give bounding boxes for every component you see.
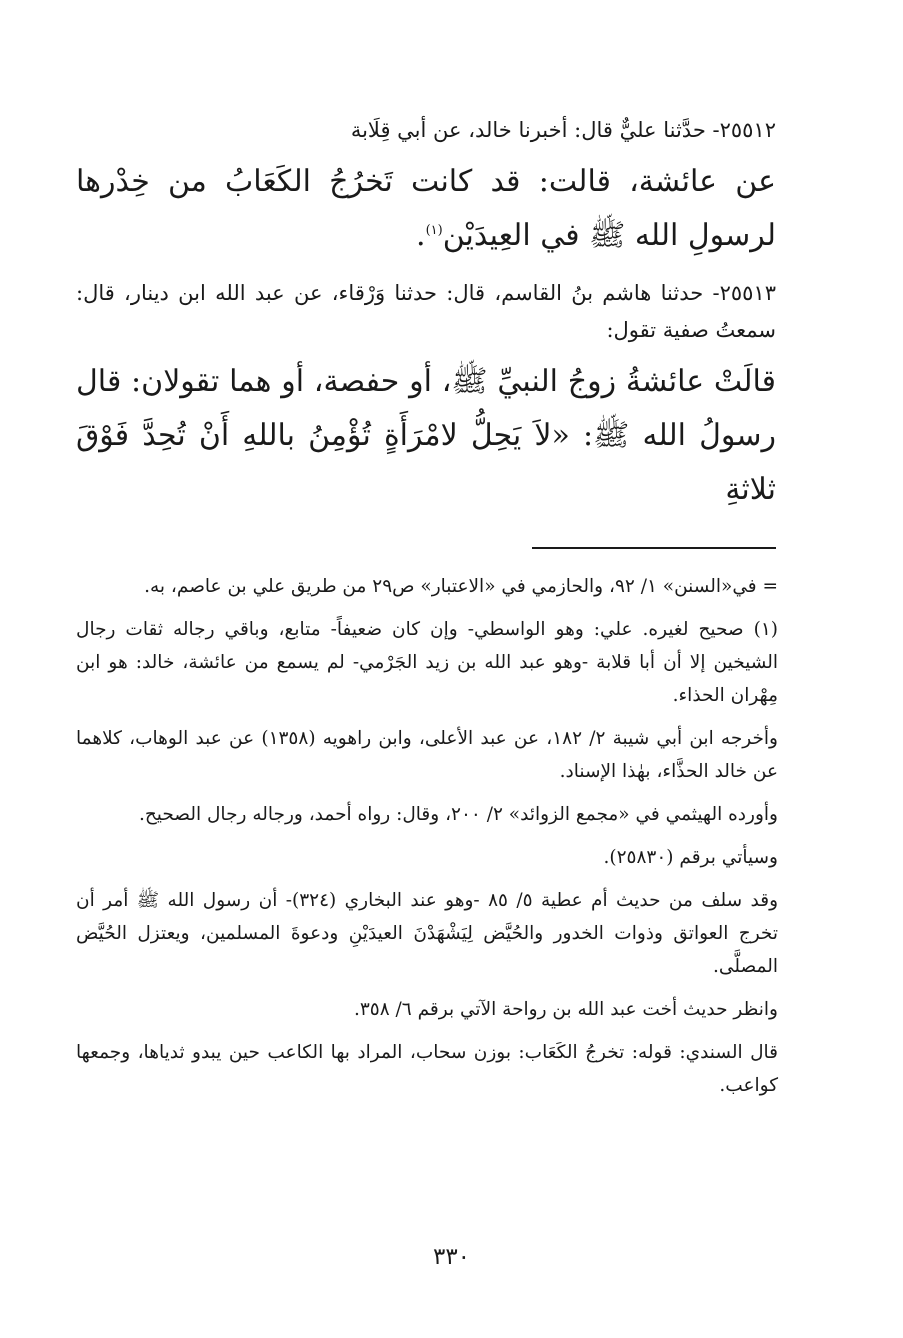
footnote-marker[interactable]: (١)	[425, 223, 443, 238]
hadith-25512-isnad: ٢٥٥١٢- حدَّثنا عليٌّ قال: أخبرنا خالد، عن أبي قِلَابة	[350, 118, 776, 142]
page-number: ٣٣٠	[432, 1244, 471, 1270]
footnote-paragraph: قال السندي: قوله: تخرجُ الكَعَاب: بوزن سحاب، المراد بها الكاعب حين يبدو ثدياها، وجمعها كواعب.	[76, 1042, 778, 1096]
main-text	[76, 112, 776, 517]
footnote-paragraph: وسيأتي برقم (٢٥٨٣٠).	[603, 847, 778, 868]
footnote-paragraph: وقد سلف من حديث أم عطية ٥/ ٨٥ -وهو عند البخاري (٣٢٤)- أن رسول الله ﷺ أمر أن تخرج العواتق وذوات الخدور والحُيَّض لِيَشْهَدْنَ العيدَيْنِ ودعوةَ المسلمين، ويعتزل الحُيَّض المصلَّى.	[76, 890, 779, 977]
hadith-25513-matn: قالَتْ عائشةُ زوجُ النبيِّ ﷺ، أو حفصة، أو هما تقولان: قال رسولُ الله ﷺ: «لاَ يَحِلُّ لامْرَأَةٍ تُؤْمِنُ باللهِ أَنْ تُحِدَّ فَوْقَ ثلاثةِ	[76, 364, 776, 507]
hadith-25512-matn-text: عن عائشة، قالت: قد كانت تَخرُجُ الكَعَابُ من خِدْرها لرسولِ الله ﷺ في العِيدَيْن	[76, 164, 776, 253]
hadith-25512-matn	[76, 155, 776, 263]
footnote-continuation: = في«السنن» ١/ ٩٢، والحازمي في «الاعتبار» ص٢٩ من طريق علي بن عاصم، به.	[144, 576, 778, 597]
footnotes	[76, 570, 778, 1112]
footnote-paragraph: وأخرجه ابن أبي شيبة ٢/ ١٨٢، عن عبد الأعلى، وابن راهويه (١٣٥٨) عن عبد الوهاب، كلاهما عن خالد الحذَّاء، بهٰذا الإسناد.	[76, 728, 778, 782]
footnote-paragraph: وانظر حديث أخت عبد الله بن رواحة الآتي برقم ٦/ ٣٥٨.	[353, 999, 778, 1020]
footnote-1: (١) صحيح لغيره. علي: وهو الواسطي- وإن كان ضعيفاً- متابع، وباقي رجاله ثقات رجال الشيخين إلا أن أبا قلابة -وهو عبد الله بن زيد الجَرْمي- لم يسمع من عائشة، خالد: هو ابن مِهْران الحذاء.	[76, 619, 778, 706]
footnote-paragraph: وأورده الهيثمي في «مجمع الزوائد» ٢/ ٢٠٠، وقال: رواه أحمد، ورجاله رجال الصحيح.	[138, 804, 778, 825]
hadith-25512-matn-end: .	[416, 218, 426, 253]
hadith-25513-isnad: ٢٥٥١٣- حدثنا هاشم بنُ القاسم، قال: حدثنا وَرْقاء، عن عبد الله ابن دينار، قال: سمعتُ صفية تقول:	[76, 281, 776, 342]
footnote-separator	[532, 547, 776, 549]
